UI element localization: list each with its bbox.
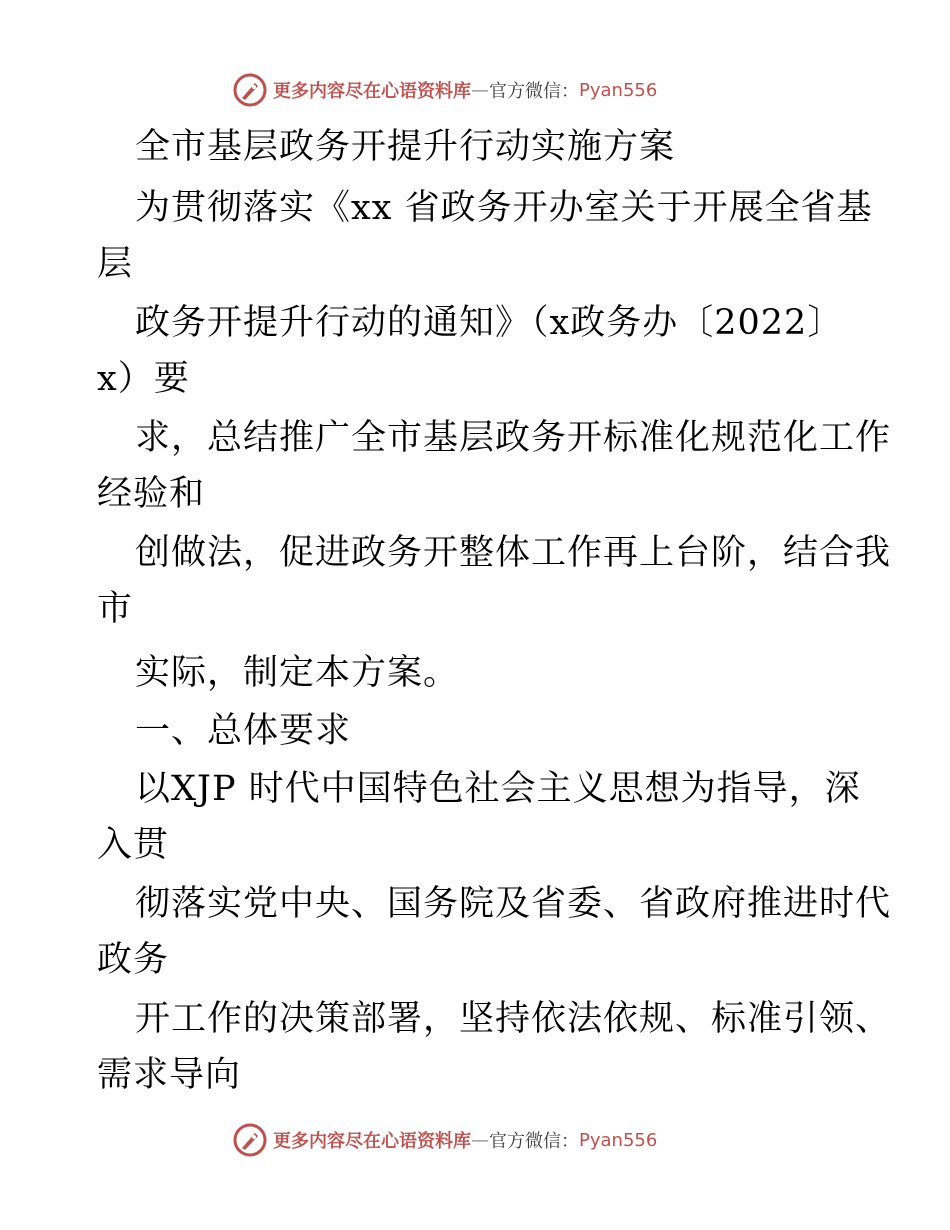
doc-line: 层 xyxy=(97,244,134,284)
doc-line: 市 xyxy=(97,589,134,629)
banner-dash: — xyxy=(471,79,489,101)
banner-wechat-label: 官方微信： xyxy=(489,1131,579,1152)
doc-line: 入贯 xyxy=(97,825,170,865)
pen-nib-logo-icon xyxy=(233,73,267,107)
pen-nib-logo-icon xyxy=(233,1123,267,1157)
banner-library-name: 更多内容尽在心语资料库 xyxy=(273,81,471,102)
banner-wechat-id: Pyan556 xyxy=(579,1129,658,1151)
doc-line: 开工作的决策部署，坚持依法依规、标准引领、 xyxy=(135,999,892,1039)
doc-line: 实际，制定本方案。 xyxy=(135,653,460,693)
doc-title: 全市基层政务开提升行动实施方案 xyxy=(135,127,676,167)
banner-dash: — xyxy=(471,1129,489,1151)
doc-line: 求，总结推广全市基层政务开标准化规范化工作 xyxy=(135,418,892,458)
doc-line: 彻落实党中央、国务院及省委、省政府推进时代 xyxy=(135,884,892,924)
doc-line: 经验和 xyxy=(97,474,206,514)
footer-banner xyxy=(233,1122,657,1158)
doc-line: x）要 xyxy=(97,359,190,399)
banner-wechat-id: Pyan556 xyxy=(579,79,658,101)
doc-line: 为贯彻落实《xx 省政务开办室关于开展全省基 xyxy=(135,188,873,228)
banner-wechat-label: 官方微信： xyxy=(489,81,579,102)
doc-line: 政务 xyxy=(97,940,170,980)
doc-line: 需求导向 xyxy=(97,1055,242,1095)
banner-library-name: 更多内容尽在心语资料库 xyxy=(273,1131,471,1152)
doc-line: 政务开提升行动的通知》（x政务办〔2022〕 xyxy=(135,303,844,343)
header-banner xyxy=(233,72,657,108)
doc-line: 创做法，促进政务开整体工作再上台阶，结合我 xyxy=(135,533,892,573)
section-heading: 一、总体要求 xyxy=(135,711,352,751)
doc-line: 以XJP 时代中国特色社会主义思想为指导，深 xyxy=(135,769,861,809)
